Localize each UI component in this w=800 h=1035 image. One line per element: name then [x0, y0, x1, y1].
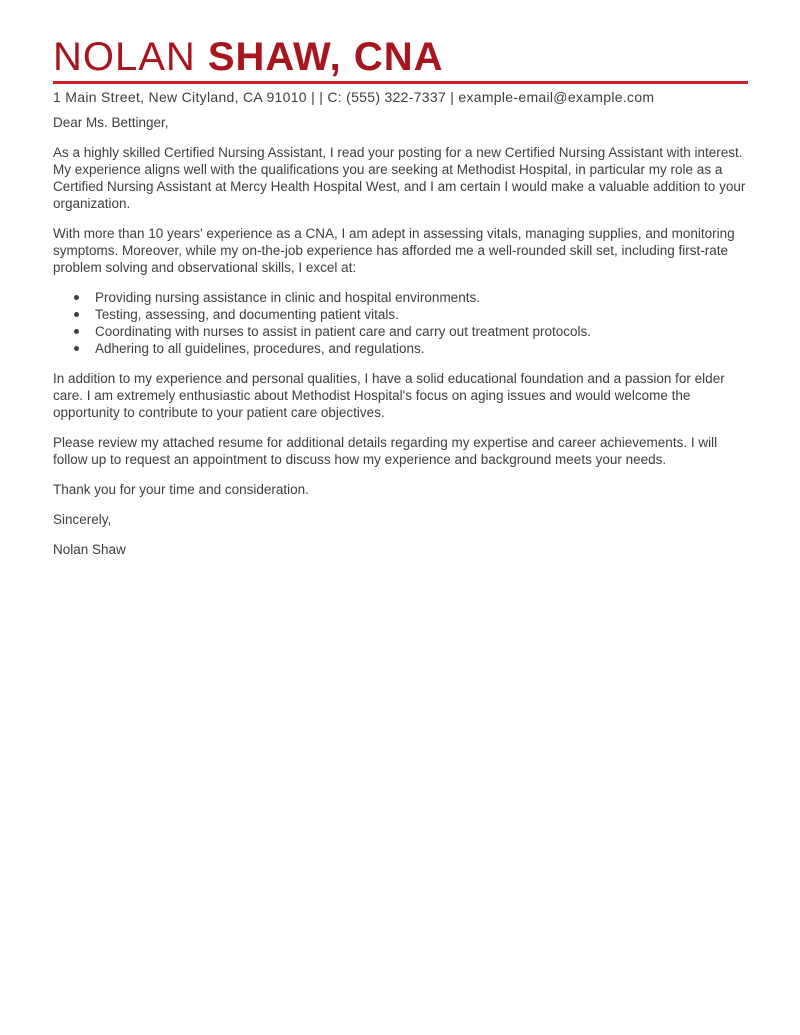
- candidate-first-name: NOLAN: [53, 35, 196, 79]
- bullet-text: Adhering to all guidelines, procedures, and regulations.: [95, 341, 425, 356]
- bullet-dot-icon: [74, 329, 79, 334]
- bullet-dot-icon: [74, 295, 79, 300]
- bullet-item: [53, 289, 748, 306]
- signature-name: Nolan Shaw: [53, 542, 126, 557]
- resume-follow-up-paragraph: Please review my attached resume for additional details regarding my expertise and career achievements. I will follow up to request an appointment to discuss how my experience and background meets your needs.: [53, 435, 718, 467]
- bullet-item: [53, 306, 748, 323]
- intro-paragraph: As a highly skilled Certified Nursing Assistant, I read your posting for a new Certified Nursing Assistant with interest. My experience aligns well with the qualifications you are seeking at Methodist Hospital, in particular my role as a Certified Nursing Assistant at Mercy Health Hospital West, and I am certain I would make a valuable addition to your organization.: [53, 145, 746, 211]
- thank-you-line: Thank you for your time and consideration.: [53, 482, 309, 497]
- experience-paragraph: With more than 10 years' experience as a CNA, I am adept in assessing vitals, managing supplies, and monitoring symptoms. Moreover, while my on-the-job experience has afforded me a well-rounded skill set, including first-rate problem solving and observational skills, I excel at:: [53, 226, 735, 275]
- signoff: Sincerely,: [53, 512, 112, 527]
- candidate-name: [53, 37, 748, 77]
- bullet-text: Coordinating with nurses to assist in patient care and carry out treatment protocols.: [95, 324, 591, 339]
- header-divider-rule: [53, 81, 748, 84]
- letter-body: [53, 114, 748, 558]
- bullet-dot-icon: [74, 312, 79, 317]
- bullet-text: Testing, assessing, and documenting patient vitals.: [95, 307, 399, 322]
- bullet-item: [53, 323, 748, 340]
- contact-info-line: 1 Main Street, New Cityland, CA 91010 | | C: (555) 322-7337 | example-email@example.com: [53, 89, 655, 105]
- bullet-text: Providing nursing assistance in clinic and hospital environments.: [95, 290, 480, 305]
- skills-bullet-list: [53, 289, 748, 357]
- education-paragraph: In addition to my experience and personal qualities, I have a solid educational foundation and a passion for elder care. I am extremely enthusiastic about Methodist Hospital's focus on aging issues and would welcome the opportunity to contribute to your patient care objectives.: [53, 371, 725, 420]
- bullet-dot-icon: [74, 346, 79, 351]
- bullet-item: [53, 340, 748, 357]
- salutation: Dear Ms. Bettinger,: [53, 115, 169, 130]
- letter-header: [53, 37, 748, 105]
- candidate-last-name-credential: SHAW, CNA: [207, 35, 444, 79]
